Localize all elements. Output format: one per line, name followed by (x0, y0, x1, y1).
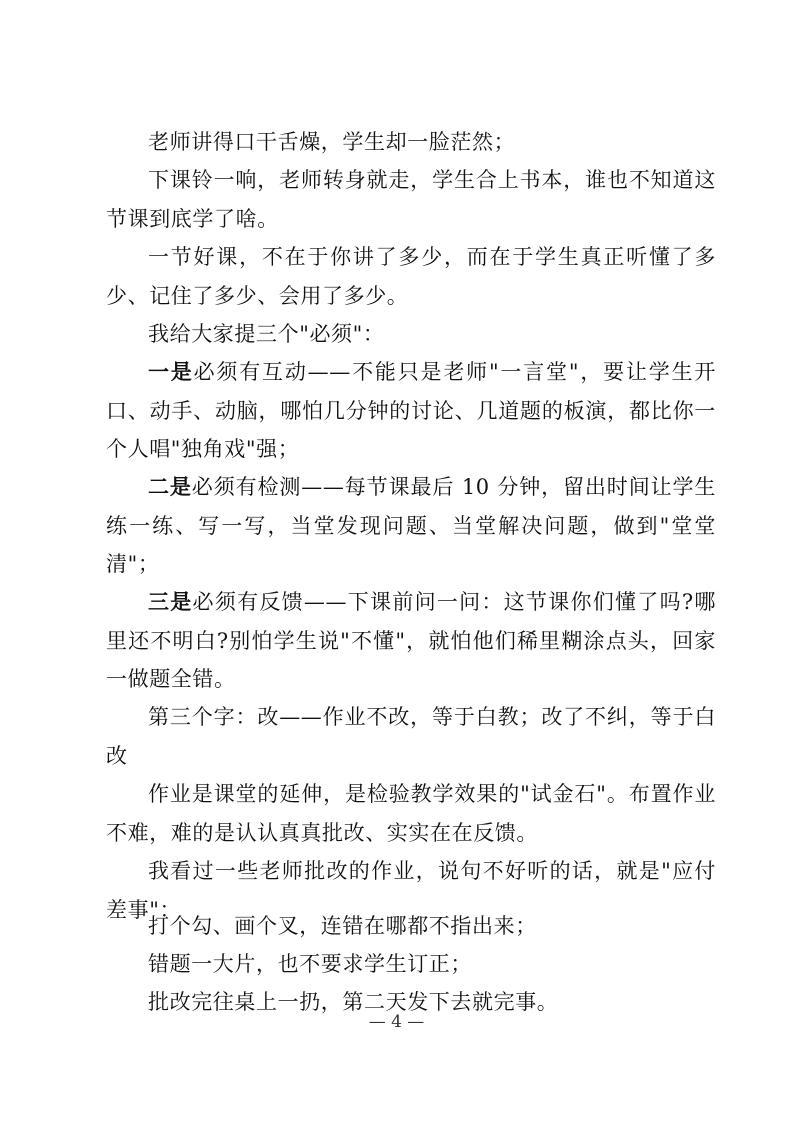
paragraph-text: 打个勾、画个叉，连错在哪都不指出来； (148, 914, 537, 938)
paragraph-3 (106, 238, 716, 315)
paragraph-text: 批改完往桌上一扔，第二天发下去就完事。 (148, 990, 559, 1014)
paragraph-4 (106, 315, 385, 354)
paragraph-text: 老师讲得口干舌燥，学生却一脸茫然； (148, 130, 516, 154)
paragraph-6 (106, 468, 716, 584)
paragraph-7 (106, 583, 716, 699)
paragraph-text: 必须有反馈——下课前问一问：这节课你们懂了吗?哪里还不明白?别怕学生说"不懂"，就怕他们稀里糊涂点头，回家一做题全错。 (106, 590, 716, 692)
paragraph-9 (106, 775, 716, 852)
paragraph-text: 一节好课，不在于你讲了多少，而在于学生真正听懂了多少、记住了多少、会用了多少。 (106, 245, 716, 308)
paragraph-text: 必须有检测——每节课最后 10 分钟，留出时间让学生练一练、写一写，当堂发现问题、当堂解决问题，做到"堂堂清"； (106, 475, 716, 577)
paragraph-text: 我给大家提三个"必须"： (148, 322, 385, 346)
paragraph-lead: 一是 (148, 359, 194, 384)
paragraph-12 (106, 945, 472, 984)
paragraph-lead: 二是 (148, 474, 192, 499)
paragraph-text: 下课铃一响，老师转身就走，学生合上书本，谁也不知道这节课到底学了啥。 (106, 168, 716, 231)
paragraph-8 (106, 698, 716, 775)
paragraph-text: 错题一大片，也不要求学生订正； (148, 952, 472, 976)
paragraph-text: 我看过一些老师批改的作业，说句不好听的话，就是"应付差事"： (106, 859, 716, 922)
paragraph-text: 第三个字：改——作业不改，等于白教；改了不纠，等于白改 (106, 705, 716, 768)
paragraph-5 (106, 353, 716, 469)
paragraph-text: 必须有互动——不能只是老师"一言堂"，要让学生开口、动手、动脑，哪怕几分钟的讨论、几道题的板演，都比你一个人唱"独角戏"强； (106, 360, 716, 462)
paragraph-1 (106, 123, 515, 162)
paragraph-text: 作业是课堂的延伸，是检验教学效果的"试金石"。布置作业不难，难的是认认真真批改、实实在在反馈。 (106, 782, 716, 845)
paragraph-lead: 三是 (148, 589, 193, 614)
page-number: — 4 — (368, 1012, 425, 1032)
paragraph-11 (106, 907, 537, 946)
paragraph-2 (106, 161, 716, 238)
